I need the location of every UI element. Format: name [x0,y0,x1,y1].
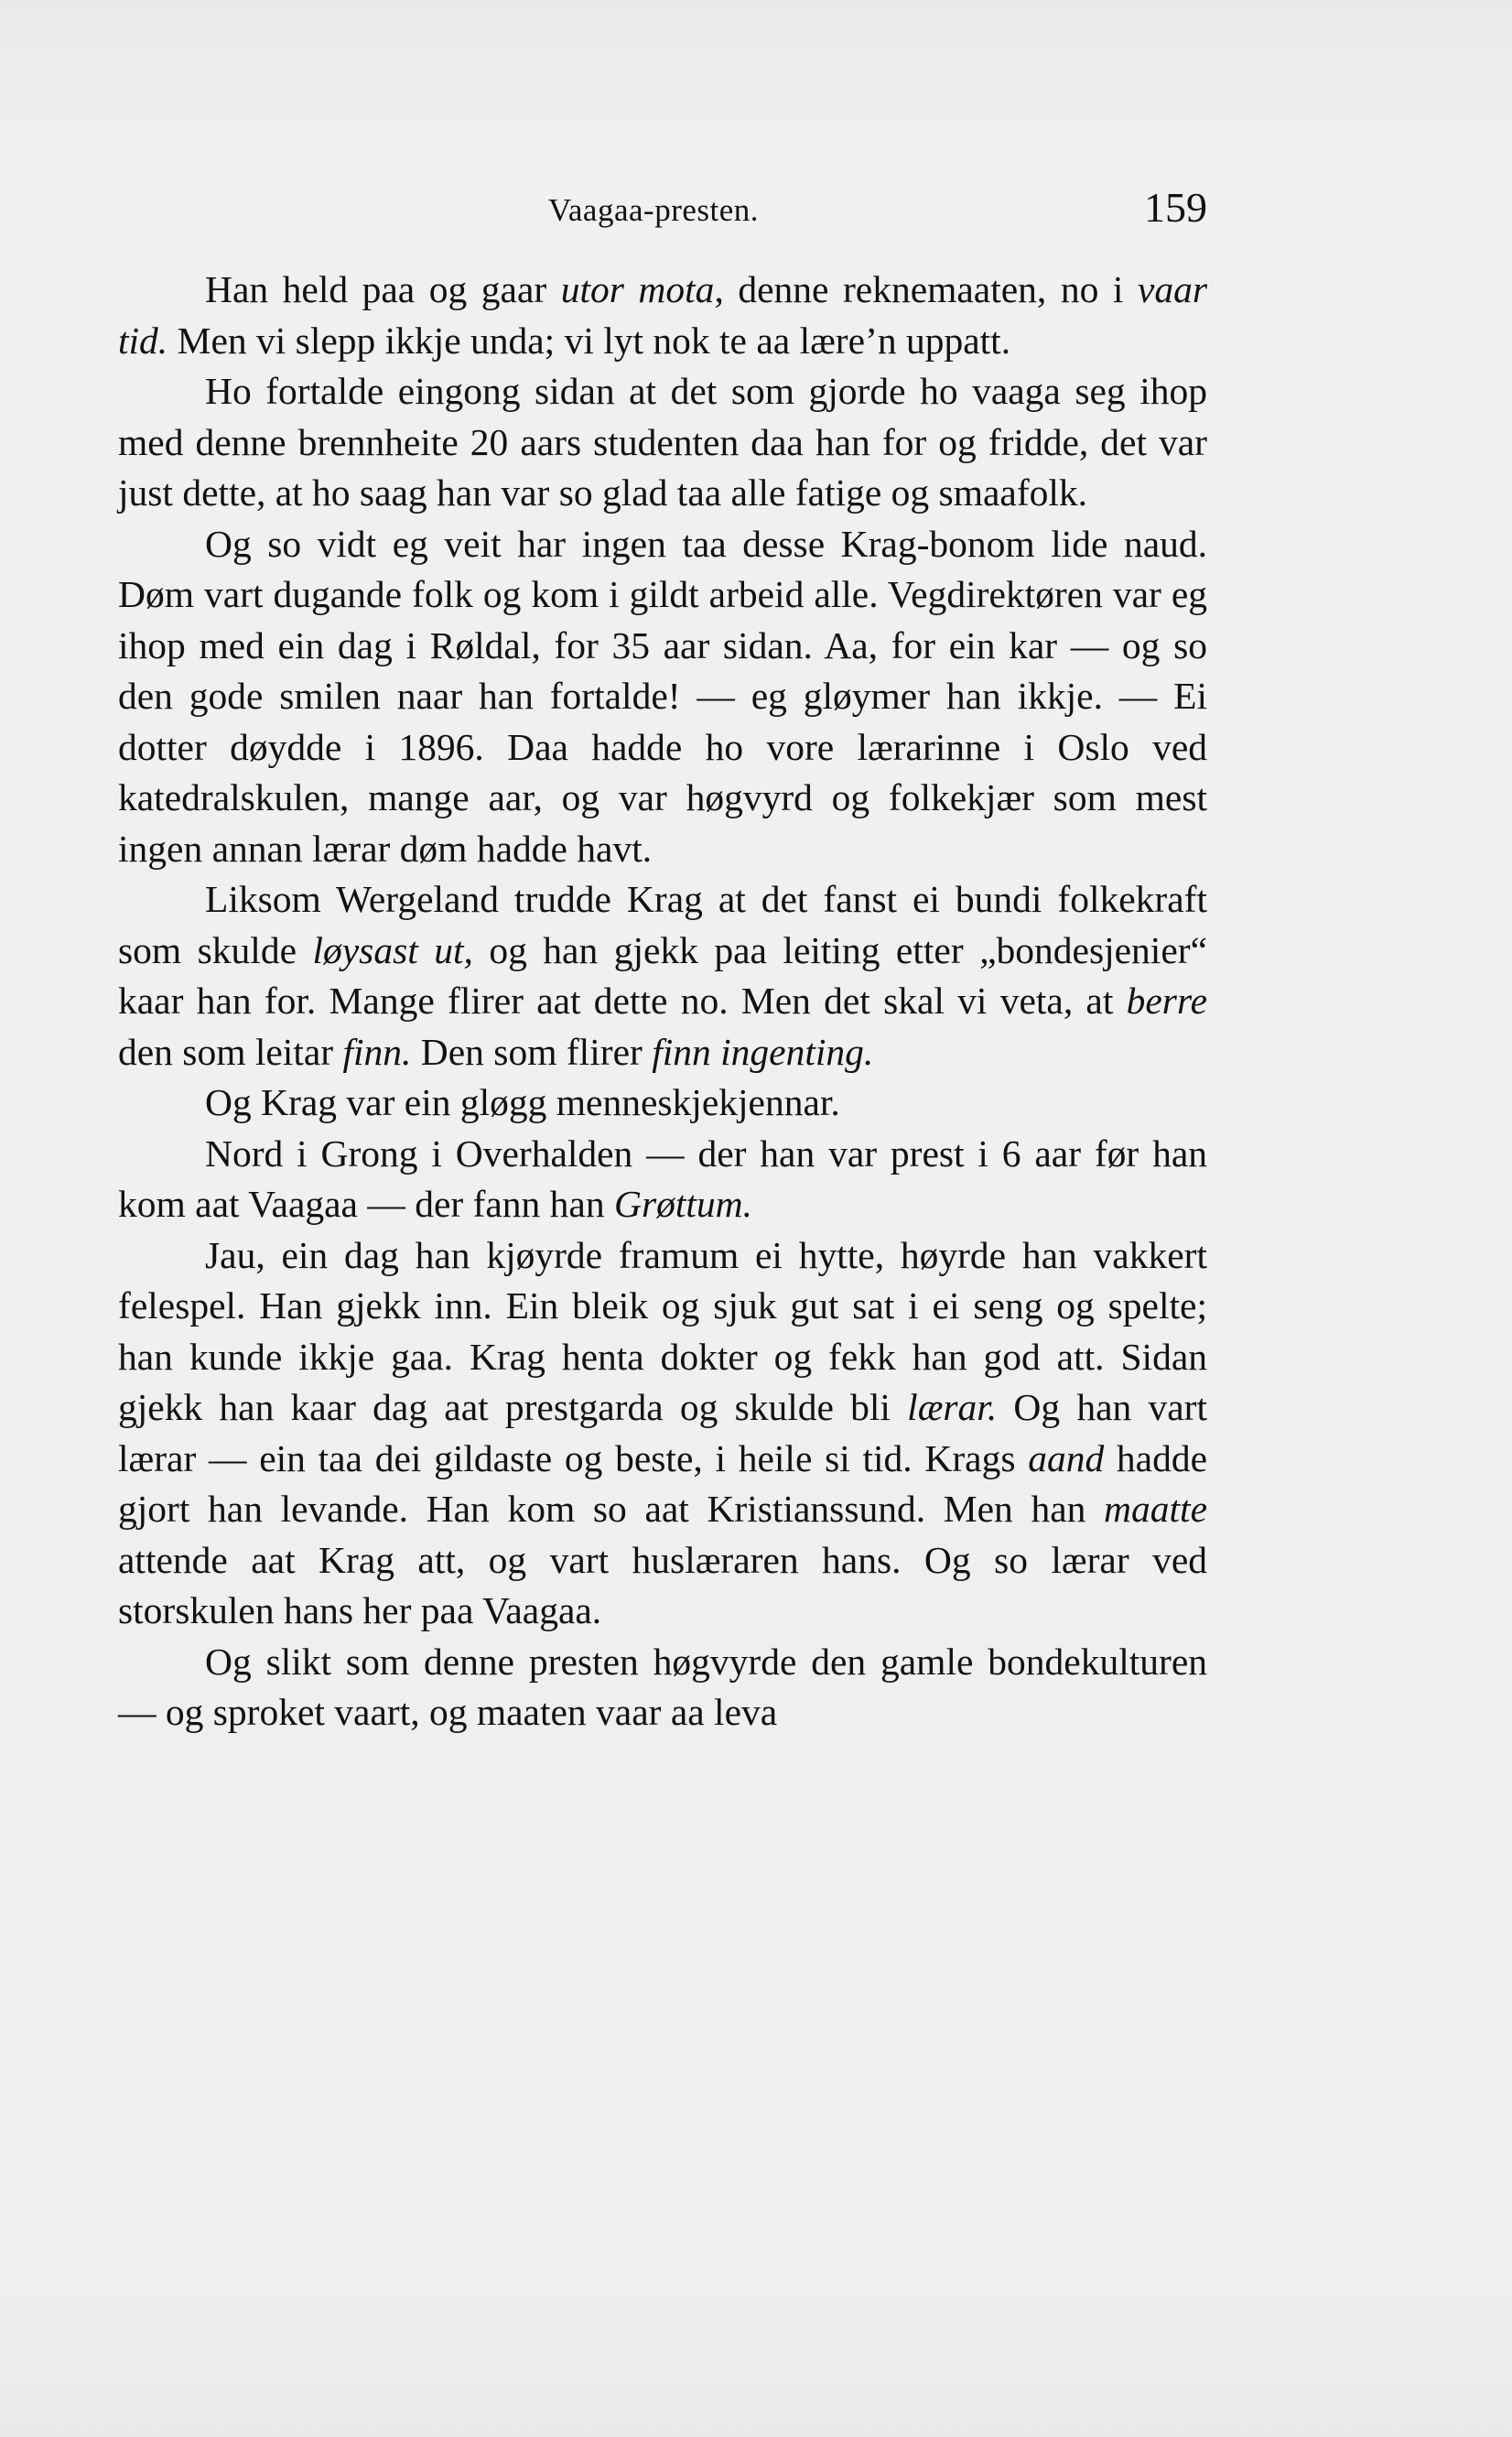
text-run: Men vi slepp ikkje unda; vi lyt nok te aa lære’n uppatt. [167,319,1011,362]
running-title: Vaagaa-presten. [548,192,760,228]
paragraph [118,1637,1207,1738]
text-run: Og so vidt eg veit har ingen taa desse Krag-bonom lide naud. Døm vart dugande folk og kom i gildt arbeid alle. Vegdirektøren var eg ihop med ein dag i Røldal, for 35 aar sidan. Aa, for ein kar — og so den gode smilen naar han fortalde! — eg gløymer han ikkje. — Ei dotter døydde i 1896. Daa hadde ho vore lærarinne i Oslo ved katedralskulen, mange aar, og var høgvyrd og folkekjær som mest ingen annan lærar døm hadde havt. [118,522,1207,870]
text-run: Og slikt som denne presten høgvyrde den gamle bondekulturen — og sproket vaart, og maaten vaar aa leva [118,1640,1207,1733]
emphasized-text: utor mota [560,268,715,310]
text-run: og han gjekk paa leiting etter „bondesjenier“ kaar han for. Mange flirer aat dette no. Men det skal vi veta, at [118,928,1207,1022]
paragraph [118,265,1207,366]
text-run: Han held paa og gaar [205,268,561,310]
paragraph [118,366,1207,519]
paragraph [118,519,1207,875]
paragraph [118,1078,1207,1129]
running-head [118,183,1207,240]
paragraph [118,1129,1207,1230]
emphasized-text: vaar tid. [118,268,1207,362]
page-number: 159 [1144,184,1207,231]
text-run: , denne reknemaaten, no i [714,268,1138,310]
emphasized-text: løysast ut, [312,928,473,971]
text-run: Jau, ein dag han kjøyrde framum ei hytte, høyrde han vakkert felespel. Han gjekk inn. Ein bleik og sjuk gut sat i ei seng og spelte; han kunde ikkje gaa. Krag henta dokter og fekk han god att. Sidan gjekk han kaar dag aat prestgarda og skulde bli [118,1233,1207,1428]
paragraph [118,1230,1207,1637]
text-run: Og Krag var ein gløgg menneskjekjennar. [205,1081,840,1123]
emphasized-text: aand [1028,1436,1105,1479]
emphasized-text: maatte [1104,1488,1207,1530]
text-run: attende aat Krag att, og vart huslæraren hans. Og so lærar ved storskulen hans her paa Vaagaa. [118,1538,1207,1631]
emphasized-text: finn. [342,1030,412,1073]
text-run: Nord i Grong i Overhalden — der han var prest i 6 aar før han kom aat Vaagaa — der fann han [118,1132,1207,1225]
text-run: Og han vart lærar — ein taa dei gildaste og beste, i heile si tid. Krags [118,1386,1207,1479]
body-text [118,265,1207,1738]
emphasized-text: Grøttum. [613,1183,753,1225]
text-run: hadde gjort han levande. Han kom so aat Kristianssund. Men han [118,1436,1208,1530]
emphasized-text: berre [1126,980,1207,1022]
paragraph [118,874,1207,1078]
text-run: den som leitar [118,1030,343,1073]
text-run: Liksom Wergeland trudde Krag at det fanst ei bundi folkekraft som skulde [118,878,1207,971]
emphasized-text: finn ingenting. [652,1030,874,1073]
text-block [118,183,1207,1738]
emphasized-text: lærar. [907,1386,998,1428]
text-run: Den som flirer [411,1030,653,1073]
text-run: Ho fortalde eingong sidan at det som gjorde ho vaaga seg ihop med denne brennheite 20 aars studenten daa han for og fridde, det var just dette, at ho saag han var so glad taa alle fatige og smaafolk. [118,370,1207,514]
